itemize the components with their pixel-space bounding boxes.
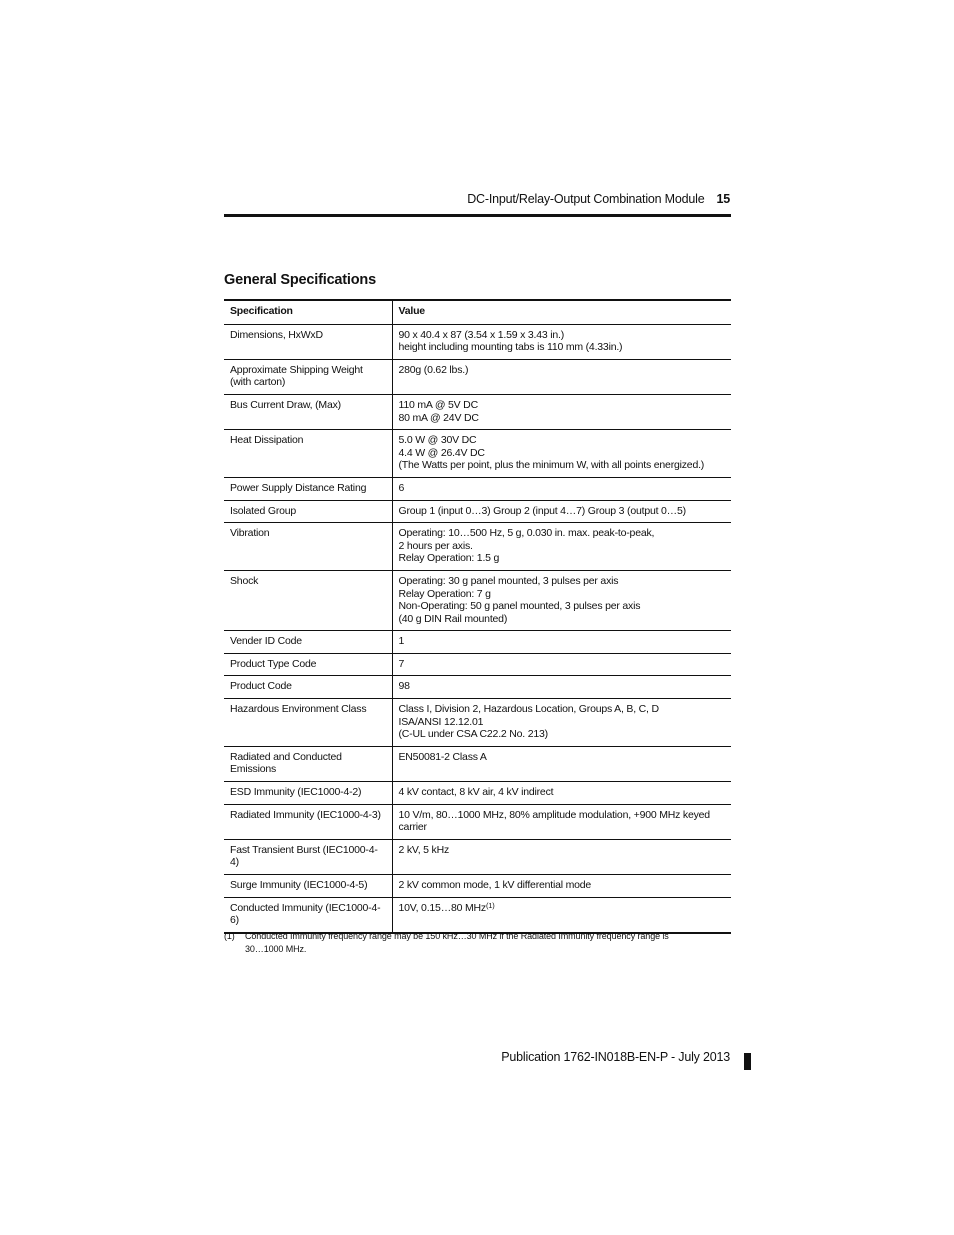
spec-name-cell: Bus Current Draw, (Max): [224, 394, 392, 429]
table-body: [224, 324, 731, 933]
spec-value-cell: [392, 523, 731, 571]
table-row: [224, 430, 731, 478]
spec-value-text: 2 kV, 5 kHz: [398, 843, 450, 856]
publication-info: Publication 1762-IN018B-EN-P - July 2013: [501, 1050, 730, 1064]
spec-value-text: Group 1 (input 0…3) Group 2 (input 4…7) Group 3 (output 0…5): [398, 504, 686, 517]
header-title: DC-Input/Relay-Output Combination Module: [467, 192, 705, 206]
spec-value-cell: [392, 875, 731, 898]
spec-value-text: Operating: 10…500 Hz, 5 g, 0.030 in. max. peak-to-peak, 2 hours per axis. Relay Operation: 1.5 g: [398, 527, 655, 565]
spec-name-cell: Isolated Group: [224, 500, 392, 523]
spec-value-cell: [392, 804, 731, 839]
footnote: [224, 930, 731, 955]
section-title: General Specifications: [224, 272, 376, 288]
table-row: [224, 324, 731, 359]
spec-value-text: Class I, Division 2, Hazardous Location, Groups A, B, C, D ISA/ANSI 12.12.01 (C-UL under CSA C22.2 No. 213): [398, 703, 659, 741]
spec-value-cell: [392, 430, 731, 478]
header-rule: [224, 214, 731, 217]
column-header-specification: Specification: [224, 300, 392, 324]
table-row: [224, 477, 731, 500]
table-row: [224, 570, 731, 630]
spec-value-cell: [392, 324, 731, 359]
spec-value-cell: [392, 500, 731, 523]
spec-value-text: 10 V/m, 80…1000 MHz, 80% amplitude modulation, +900 MHz keyed carrier: [398, 808, 710, 834]
table-row: [224, 804, 731, 839]
table-row: [224, 782, 731, 805]
spec-value-text: 4 kV contact, 8 kV air, 4 kV indirect: [398, 786, 554, 799]
spec-value-text: 2 kV common mode, 1 kV differential mode: [398, 879, 592, 891]
spec-name-cell: Conducted Immunity (IEC1000-4-6): [224, 897, 392, 933]
spec-value-cell: [392, 359, 731, 394]
spec-value-text: 90 x 40.4 x 87 (3.54 x 1.59 x 3.43 in.) height including mounting tabs is 110 mm (4.33in.): [398, 328, 623, 354]
spec-value-text: 10V, 0.15…80 MHz: [398, 901, 486, 914]
spec-value-cell: [392, 676, 731, 699]
table-row: [224, 500, 731, 523]
table-row: [224, 359, 731, 394]
spec-name-cell: Approximate Shipping Weight (with carton): [224, 359, 392, 394]
spec-value-cell: [392, 570, 731, 630]
table-row: [224, 897, 731, 933]
spec-value-text: 110 mA @ 5V DC 80 mA @ 24V DC: [398, 398, 479, 424]
spec-value-cell: [392, 477, 731, 500]
page-edge-marker: [744, 1053, 751, 1070]
table-row: [224, 875, 731, 898]
table-header-row: [224, 300, 731, 324]
spec-value-text: 6: [398, 481, 405, 494]
spec-value-text: EN50081-2 Class A: [398, 750, 487, 763]
table-row: [224, 746, 731, 781]
spec-name-cell: ESD Immunity (IEC1000-4-2): [224, 782, 392, 805]
spec-name-cell: Radiated and Conducted Emissions: [224, 746, 392, 781]
spec-name-cell: Fast Transient Burst (IEC1000-4-4): [224, 839, 392, 874]
footnote-text: Conducted Immunity frequency range may be 150 kHz…30 MHz if the Radiated Immunity frequency range is 30…1000 MHz.: [245, 931, 669, 954]
spec-value-cell: [392, 631, 731, 654]
spec-name-cell: Hazardous Environment Class: [224, 699, 392, 747]
spec-name-cell: Surge Immunity (IEC1000-4-5): [224, 875, 392, 898]
spec-name-cell: Shock: [224, 570, 392, 630]
table-row: [224, 653, 731, 676]
spec-value-text: 7: [398, 657, 405, 670]
spec-value-text: 98: [398, 680, 410, 693]
spec-value-cell: [392, 653, 731, 676]
spec-value-cell: [392, 839, 731, 874]
spec-name-cell: Vibration: [224, 523, 392, 571]
spec-name-cell: Vender ID Code: [224, 631, 392, 654]
running-header: [224, 192, 730, 206]
footnote-marker: (1): [224, 931, 235, 941]
spec-value-cell: [392, 897, 731, 933]
spec-name-cell: Product Code: [224, 676, 392, 699]
spec-name-cell: Dimensions, HxWxD: [230, 328, 323, 341]
spec-value-text: 1: [398, 635, 405, 648]
table-row: [224, 839, 731, 874]
column-header-value: Value: [392, 300, 731, 324]
table-row: [224, 676, 731, 699]
spec-value-cell: [392, 746, 731, 781]
spec-value-text: 5.0 W @ 30V DC 4.4 W @ 26.4V DC (The Watts per point, plus the minimum W, with all points energized.): [398, 434, 705, 472]
spec-value-text: Operating: 30 g panel mounted, 3 pulses per axis Relay Operation: 7 g Non-Operating: 50 g panel mounted, 3 pulses per axis (40 g DIN Rail mounted): [398, 574, 641, 625]
spec-name-cell: Power Supply Distance Rating: [224, 477, 392, 500]
spec-name-cell: Heat Dissipation: [224, 430, 392, 478]
table-row: [224, 523, 731, 571]
spec-value-cell: [392, 782, 731, 805]
table-row: [224, 699, 731, 747]
specifications-table: [224, 299, 731, 934]
spec-value-cell: [392, 699, 731, 747]
spec-value-cell: [392, 394, 731, 429]
spec-value-text: 280g (0.62 lbs.): [398, 363, 469, 376]
spec-name-cell: Product Type Code: [224, 653, 392, 676]
table-row: [224, 394, 731, 429]
page-number: 15: [716, 192, 730, 206]
spec-name-cell: Radiated Immunity (IEC1000-4-3): [224, 804, 392, 839]
footnote-reference: (1): [485, 900, 495, 910]
table-row: [224, 631, 731, 654]
